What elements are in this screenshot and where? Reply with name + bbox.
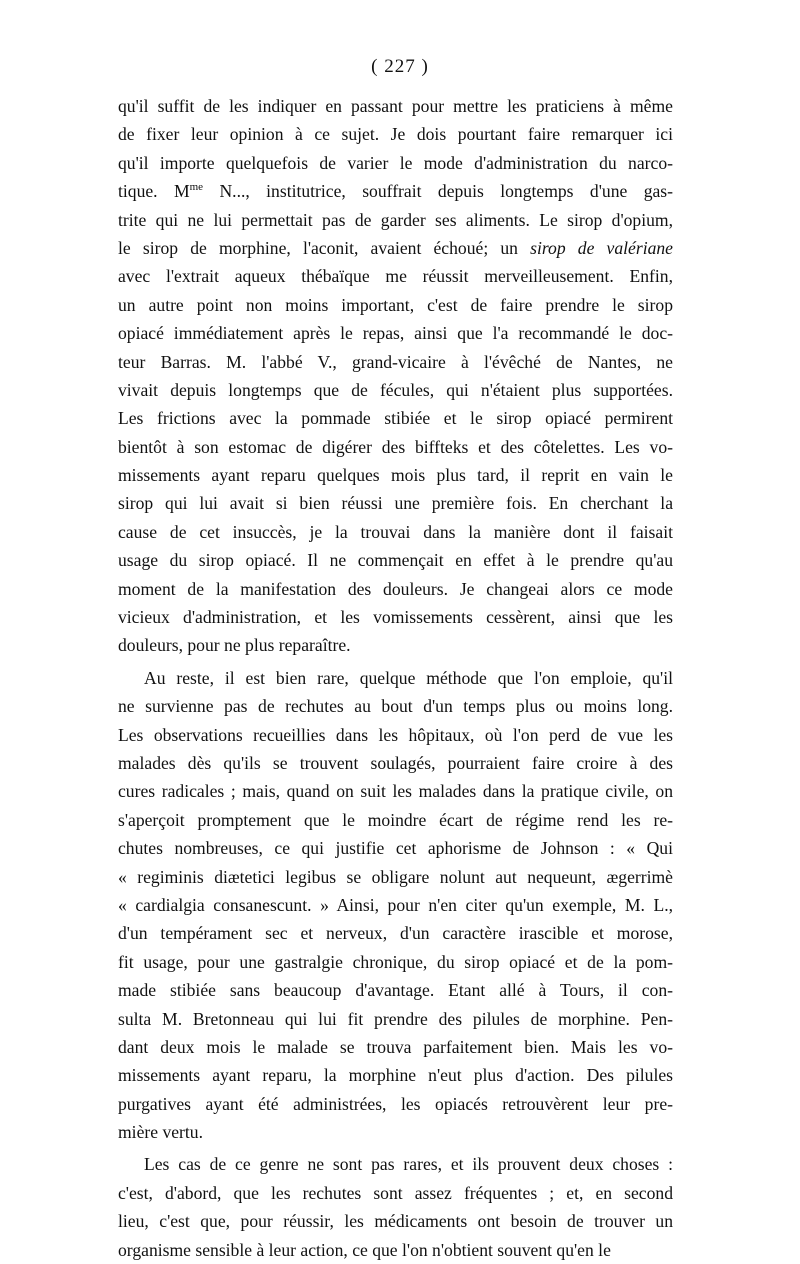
text-line: d'un tempérament sec et nerveux, d'un caractère irascible et morose, xyxy=(118,923,673,944)
text-line: purgatives ayant été administrées, les opiacés retrouvèrent leur pre- xyxy=(118,1093,673,1114)
text-line: made stibiée sans beaucoup d'avantage. Etant allé à Tours, il con- xyxy=(118,980,673,1001)
paragraph xyxy=(118,92,673,660)
text-line: ne survienne pas de rechutes au bout d'un temps plus ou moins long. xyxy=(118,696,673,717)
superscript: me xyxy=(189,181,204,194)
text-line: bientôt à son estomac de digérer des biffteks et des côtelettes. Les vo- xyxy=(118,436,673,457)
text-line: Les cas de ce genre ne sont pas rares, et ils prouvent deux choses : xyxy=(144,1154,673,1175)
text-line: teur Barras. M. l'abbé V., grand-vicaire à l'évêché de Nantes, ne xyxy=(118,351,673,372)
text-line: qu'il suffit de les indiquer en passant pour mettre les praticiens à même xyxy=(118,96,673,116)
text-line: vicieux d'administration, et les vomissements cessèrent, ainsi que les xyxy=(118,607,673,628)
text-line: qu'il importe quelquefois de varier le mode d'administration du narco- xyxy=(118,152,673,173)
text-line: trite qui ne lui permettait pas de garder ses aliments. Le sirop d'opium, xyxy=(118,209,673,230)
text-line: Les observations recueillies dans les hôpitaux, où l'on perd de vue les xyxy=(118,724,673,745)
text-line: vivait depuis longtemps que de fécules, qui n'étaient plus supportées. xyxy=(118,379,673,400)
page-number: ( 227 ) xyxy=(371,56,429,77)
text-line: sirop qui lui avait si bien réussi une première fois. En cherchant la xyxy=(118,493,673,514)
text-line: malades dès qu'ils se trouvent soulagés, pourraient faire croire à des xyxy=(118,752,673,773)
text-line: douleurs, pour ne plus reparaître. xyxy=(118,635,351,656)
paragraph xyxy=(118,664,673,1147)
body-text xyxy=(118,92,673,1264)
text-line: opiacé immédiatement après le repas, ainsi que l'a recommandé le doc- xyxy=(118,323,673,344)
text-line: missements ayant reparu quelques mois plus tard, il reprit en vain le xyxy=(118,465,673,486)
text-line: avec l'extrait aqueux thébaïque me réussit merveilleusement. Enfin, xyxy=(118,266,673,287)
text-line: de fixer leur opinion à ce sujet. Je dois pourtant faire remarquer ici xyxy=(118,124,673,145)
text-line: cause de cet insuccès, je la trouvai dans la manière dont il faisait xyxy=(118,521,673,542)
text-line: « regiminis diætetici legibus se obligare nolunt aut nequeunt, ægerrimè xyxy=(118,866,673,887)
text-line: moment de la manifestation des douleurs. Je changeai alors ce mode xyxy=(118,578,673,599)
text-line: mière vertu. xyxy=(118,1122,203,1143)
emphasis: sirop de valériane xyxy=(530,237,673,258)
text-line: dant deux mois le malade se trouva parfaitement bien. Mais les vo- xyxy=(118,1036,673,1057)
text-line: Au reste, il est bien rare, quelque méthode que l'on emploie, qu'il xyxy=(144,667,673,688)
text-line: missements ayant reparu, la morphine n'eut plus d'action. Des pilules xyxy=(118,1065,673,1086)
text-line: sulta M. Bretonneau qui lui fit prendre des pilules de morphine. Pen- xyxy=(118,1008,673,1029)
text-line: le sirop de morphine, l'aconit, avaient échoué; un sirop de valériane xyxy=(118,237,673,258)
text-line: organisme sensible à leur action, ce que l'on n'obtient souvent qu'en le xyxy=(118,1239,611,1260)
text-line: usage du sirop opiacé. Il ne commençait en effet à le prendre qu'au xyxy=(118,550,673,571)
text-line: fit usage, pour une gastralgie chronique, du sirop opiacé et de la pom- xyxy=(118,951,673,972)
text-line: c'est, d'abord, que les rechutes sont assez fréquentes ; et, en second xyxy=(118,1182,673,1203)
text-line: « cardialgia consanescunt. » Ainsi, pour n'en citer qu'un exemple, M. L., xyxy=(118,894,673,915)
text-line: un autre point non moins important, c'est de faire prendre le sirop xyxy=(118,294,673,315)
paragraph xyxy=(118,1150,673,1264)
text-line: cures radicales ; mais, quand on suit les malades dans la pratique civile, on xyxy=(118,781,673,802)
text-line: lieu, c'est que, pour réussir, les médicaments ont besoin de trouver un xyxy=(118,1211,673,1232)
text-line: s'aperçoit promptement que le moindre écart de régime rend les re- xyxy=(118,809,673,830)
text-line: Les frictions avec la pommade stibiée et le sirop opiacé permirent xyxy=(118,408,673,429)
text-line: chutes nombreuses, ce qui justifie cet aphorisme de Johnson : « Qui xyxy=(118,838,673,859)
text-line: tique. $M^{me}$ N..., institutrice, souffrait depuis longtemps d'une gas- xyxy=(118,181,673,202)
